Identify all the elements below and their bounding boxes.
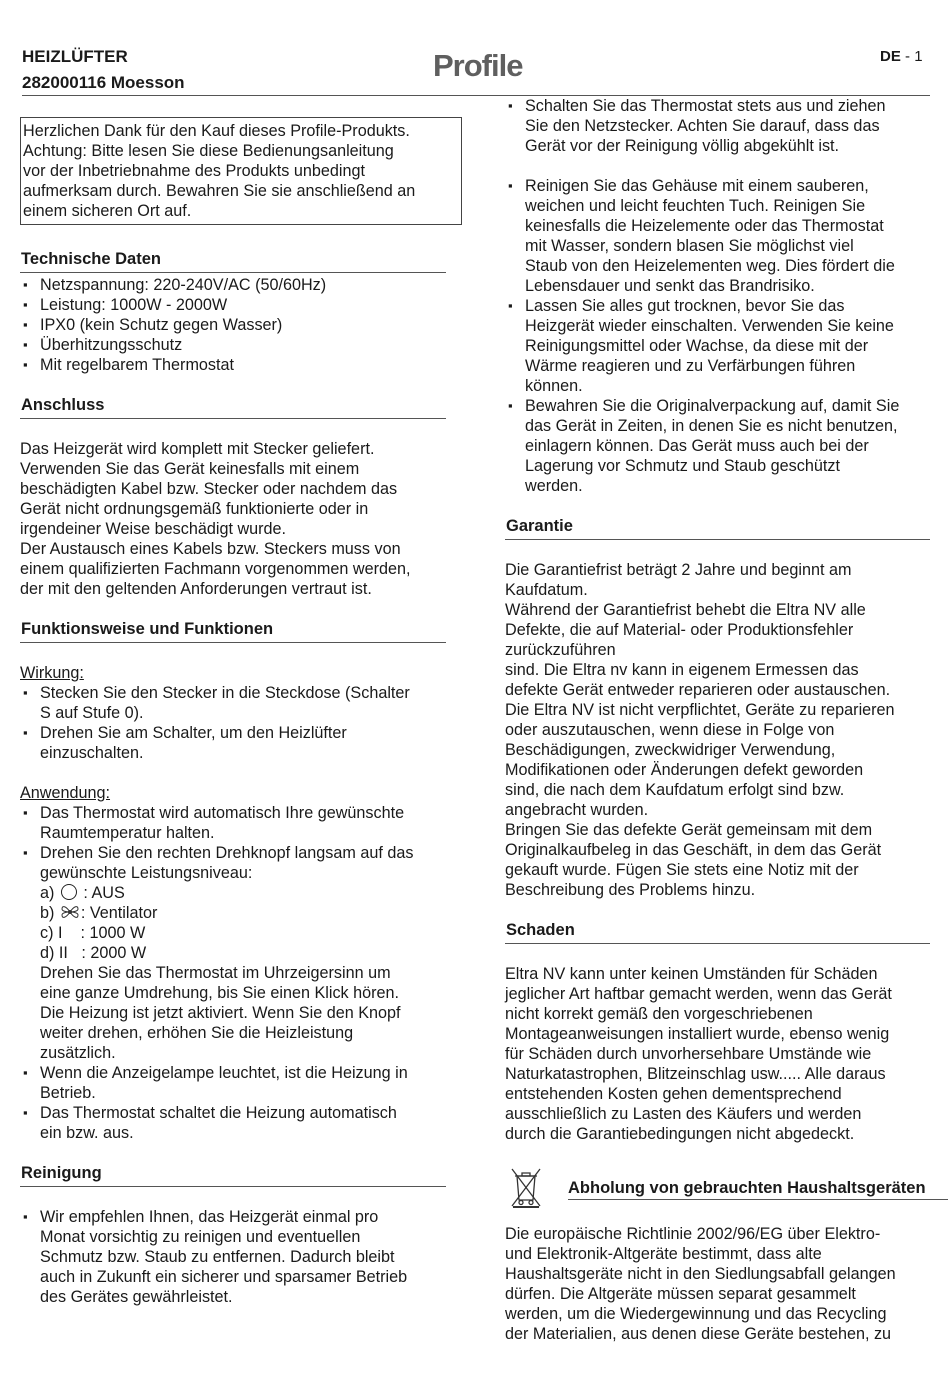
text-line: einem qualifizierten Fachmann vorgenommen werden, (20, 560, 411, 578)
page-number: DE - 1 (880, 48, 923, 65)
list-item: ▪ Drehen Sie am Schalter, um den Heizlüfter einzuschalten. (20, 723, 446, 763)
intro-line: einem sicheren Ort auf. (23, 202, 192, 220)
title-line-1: HEIZLÜFTER (22, 47, 128, 66)
option-aus: a) : AUS (40, 884, 125, 902)
text-line: irgendeiner Weise beschädigt wurde. (20, 520, 287, 538)
title-line-2: 282000116 Moesson (22, 73, 185, 92)
anschluss-text (20, 439, 446, 599)
list-item: ▪ Schalten Sie das Thermostat stets aus und ziehen Sie den Netzstecker. Achten Sie darauf, dass das Gerät vor der Reinigung völlig abgekühlt ist. (505, 96, 930, 156)
abholung-text: Die europäische Richtlinie 2002/96/EG über Elektro- und Elektronik-Altgeräte bestimmt, dass alte Haushaltsgeräte nicht in den Siedlungsabfall gelangen dürfen. Die Altgeräte müssen separat gesammelt werden, um die Wiedergewinnung und das Recycling der Materialien, aus denen diese Geräte bestehen, zu (505, 1225, 896, 1343)
left-column (20, 117, 446, 1307)
heading-schaden: Schaden (505, 920, 930, 944)
option-1000w: c) I : 1000 W (40, 924, 146, 942)
abholung-header (505, 1164, 930, 1216)
text-line: Der Austausch eines Kabels bzw. Steckers muss von (20, 540, 401, 558)
list-item: ▪ Wenn die Anzeigelampe leuchtet, ist die Heizung in Betrieb. (20, 1063, 446, 1103)
fan-icon (59, 903, 81, 921)
text-line: Verwenden Sie das Gerät keinesfalls mit einem (20, 460, 360, 478)
right-column (505, 96, 930, 1344)
list-item: ▪ Reinigen Sie das Gehäuse mit einem sauberen, weichen und leicht feuchten Tuch. Reinigen Sie keinesfalls die Heizelemente oder das Thermostat mit Wasser, sondern blasen Sie möglichst viel Staub von den Heizelementen weg. Dies fördert die Lebensdauer und senkt das Brandrisiko. (505, 176, 930, 296)
heading-funktionsweise: Funktionsweise und Funktionen (20, 619, 446, 643)
heading-anschluss: Anschluss (20, 395, 446, 419)
heading-garantie: Garantie (505, 516, 930, 540)
text-line: Das Heizgerät wird komplett mit Stecker geliefert. (20, 440, 375, 458)
list-item: ▪ Stecken Sie den Stecker in die Steckdose (Schalter S auf Stufe 0). (20, 683, 446, 723)
list-item: ▪ Netzspannung: 220-240V/AC (50/60Hz) (20, 275, 446, 295)
off-circle-icon (61, 884, 77, 900)
list-item: ▪ Bewahren Sie die Originalverpackung auf, damit Sie das Gerät in Zeiten, in denen Sie es nicht benutzen, einlagern können. Das Gerät muss auch bei der Lagerung vor Schmutz und Staub geschützt werden. (505, 396, 930, 496)
wirkung-label: Wirkung: (20, 664, 84, 682)
list-item: ▪ Wir empfehlen Ihnen, das Heizgerät einmal pro Monat vorsichtig zu reinigen und eventuellen Schmutz bzw. Staub zu entfernen. Dadurch bleibt auch in Zukunft ein sicherer und sparsamer Betrieb des Gerätes gewährleistet. (20, 1207, 446, 1307)
text-line: der mit den geltenden Anforderungen vertraut ist. (20, 580, 372, 598)
option-ventilator: b) : Ventilator (40, 904, 158, 922)
list-item: ▪ Drehen Sie den rechten Drehknopf langsam auf das gewünschte Leistungsniveau: a) : AUS b) : Ventilator c) I : 1000 W d) II : 2000 W Drehen Sie das Thermostat im Uhrzeigersinn um eine ganze Umdrehung, bis Sie einen Klick hören. Die Heizung ist jetzt aktiviert. Wenn Sie den Knopf weiter drehen, erhöhen Sie die Heizleistung zusätzlich. (20, 843, 446, 1063)
list-item: ▪ Das Thermostat wird automatisch Ihre gewünschte Raumtemperatur halten. (20, 803, 446, 843)
list-item: ▪ Überhitzungsschutz (20, 335, 446, 355)
garantie-text: Die Garantiefrist beträgt 2 Jahre und beginnt am Kaufdatum. Während der Garantiefrist behebt die Eltra NV alle Defekte, die auf Material- oder Produktionsfehler zurückzuführen sind. Die Eltra nv kann in eigenem Ermessen das defekte Gerät entweder reparieren oder austauschen. Die Eltra NV ist nicht verpflichtet, Geräte zu reparieren oder auszutauschen, wenn diese in Folge von Beschädigungen, zweckwidriger Verwendung, Modifikationen oder Änderungen defekt geworden sind, die nach dem Kaufdatum erfolgt sind bzw. angebracht wurden. Bringen Sie das defekte Gerät gemeinsam mit dem Originalkaufbeleg in das Geschäft, in dem das Gerät gekauft wurde. Fügen Sie stets eine Notiz mit der Beschreibung des Problems hinzu. (505, 561, 895, 899)
list-item: ▪ IPX0 (kein Schutz gegen Wasser) (20, 315, 446, 335)
list-item: ▪ Das Thermostat schaltet die Heizung automatisch ein bzw. aus. (20, 1103, 446, 1143)
list-item: ▪ Leistung: 1000W - 2000W (20, 295, 446, 315)
list-item: ▪ Lassen Sie alles gut trocknen, bevor Sie das Heizgerät wieder einschalten. Verwenden Sie keine Reinigungsmittel oder Wachse, da diese mit der Wärme reagieren und zu Verfärbungen führen können. (505, 296, 930, 396)
heading-reinigung: Reinigung (20, 1163, 446, 1187)
intro-line: aufmerksam durch. Bewahren Sie sie anschließend an (23, 182, 416, 200)
weee-crossed-bin-icon (509, 1166, 543, 1208)
reinigung-list-cont (505, 96, 930, 156)
option-2000w: d) II : 2000 W (40, 944, 147, 962)
intro-line: Achtung: Bitte lesen Sie diese Bedienungsanleitung (23, 142, 394, 160)
schaden-text: Eltra NV kann unter keinen Umständen für Schäden jeglicher Art haftbar gemacht werden, wenn das Gerät nicht korrekt gemäß den vorgeschriebenen Montageanweisungen installiert wurde, ebenso wenig für Schäden durch unvorhersehbare Umstände wie Naturkatastrophen, Blitzeinschlag usw..... Alle daraus entstehenden Kosten gehen dementsprechend ausschließlich zu Lasten des Käufers und werden durch die Garantiebedingungen nicht abgedeckt. (505, 965, 892, 1143)
intro-line: Herzlichen Dank für den Kauf dieses Profile-Produkts. (23, 122, 410, 140)
list-item: ▪ Mit regelbarem Thermostat (20, 355, 446, 375)
heading-technische-daten: Technische Daten (20, 249, 446, 273)
intro-line: vor der Inbetriebnahme des Produkts unbedingt (23, 162, 365, 180)
document-title (22, 44, 185, 96)
anwendung-list (20, 803, 446, 1143)
intro-box (20, 117, 462, 225)
anwendung-label: Anwendung: (20, 784, 111, 802)
tech-list (20, 275, 446, 375)
heading-abholung: Abholung von gebrauchten Haushaltsgeräten (568, 1178, 948, 1200)
profile-logo: Profile (433, 48, 523, 83)
text-line: beschädigten Kabel bzw. Stecker oder nachdem das (20, 480, 398, 498)
reinigung-list (20, 1207, 446, 1307)
wirkung-list (20, 683, 446, 763)
reinigung-list-more (505, 176, 930, 496)
text-line: Gerät nicht ordnungsgemäß funktionierte oder in (20, 500, 369, 518)
